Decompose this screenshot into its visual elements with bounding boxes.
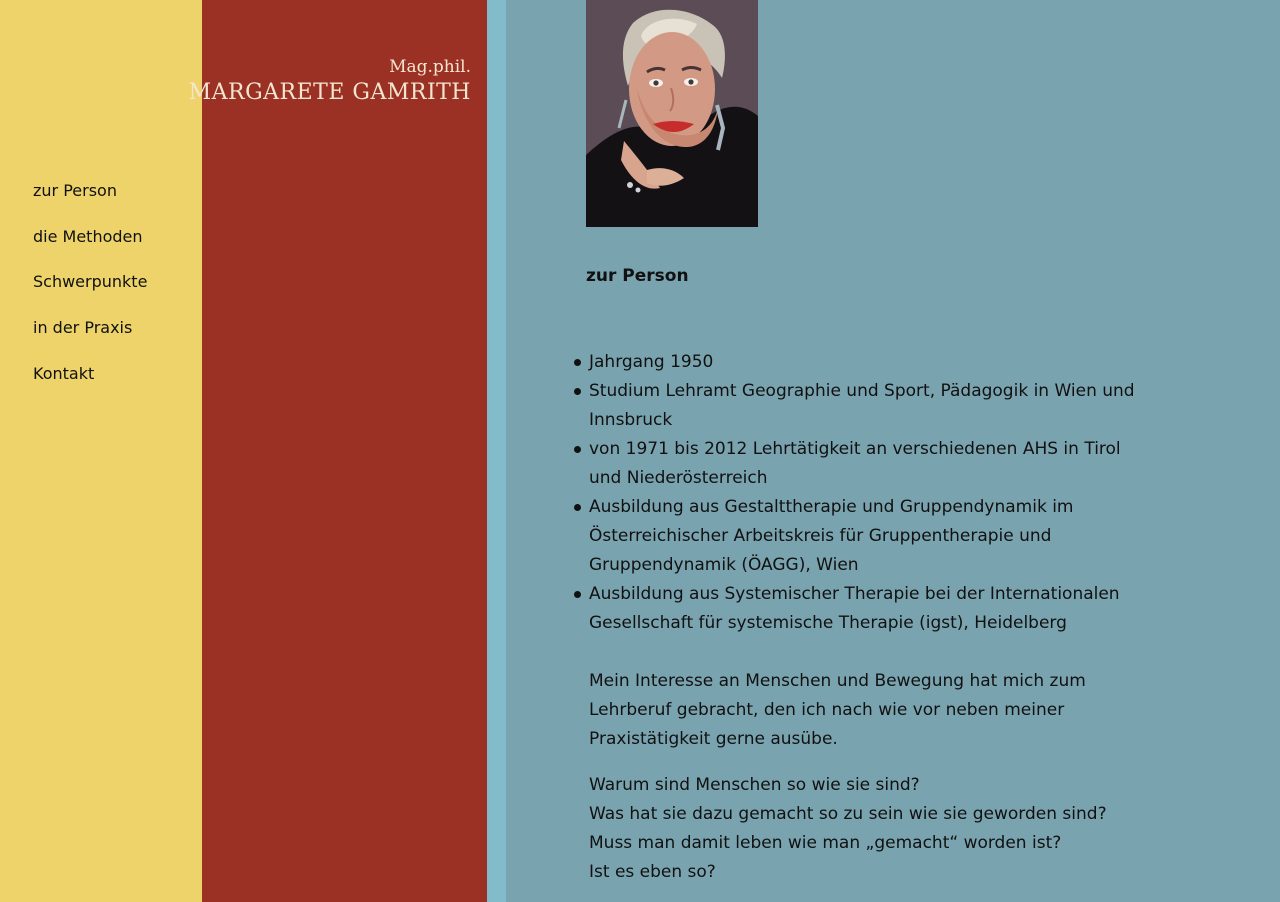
nav-link-in-der-praxis[interactable]: in der Praxis [33,318,133,338]
nav-link-kontakt[interactable]: Kontakt [33,363,95,383]
light-blue-divider [487,0,506,902]
biography-list-item: Jahrgang 1950 [589,348,1149,377]
section-title: zur Person [586,266,689,286]
nav-item-kontakt[interactable] [33,360,147,406]
main-navigation [33,177,147,405]
reflection-question: Ist es eben so? [589,862,716,882]
portrait-photo [586,0,758,227]
nav-link-schwerpunkte[interactable]: Schwerpunkte [33,272,148,292]
biography-list-item: Ausbildung aus Gestalttherapie und Gruppendynamik im Österreichischer Arbeitskreis für Gruppentherapie und Gruppendynamik (ÖAGG), Wien [589,493,1149,580]
nav-item-schwerpunkte[interactable] [33,268,147,314]
about-content [589,348,1149,887]
reflection-question: Warum sind Menschen so wie sie sind? [589,775,920,795]
biography-list-item: von 1971 bis 2012 Lehrtätigkeit an verschiedenen AHS in Tirol und Niederösterreich [589,435,1149,493]
reflection-question: Muss man damit leben wie man „gemacht“ worden ist? [589,833,1062,853]
biography-list [589,348,1149,638]
site-brand [189,56,471,108]
nav-item-zur-person[interactable] [33,177,147,223]
red-column [202,0,487,902]
academic-title: Mag.phil. [389,57,471,77]
nav-link-zur-person[interactable]: zur Person [33,181,117,200]
biography-list-item: Studium Lehramt Geographie und Sport, Pädagogik in Wien und Innsbruck [589,377,1149,435]
reflection-question: Was hat sie dazu gemacht so zu sein wie sie geworden sind? [589,804,1107,824]
nav-link-die-methoden[interactable]: die Methoden [33,226,143,246]
site-name: MARGARETE GAMRITH [188,80,471,105]
biography-list-item: Ausbildung aus Systemischer Therapie bei der Internationalen Gesellschaft für systemische Therapie (igst), Heidelberg [589,580,1149,638]
nav-item-die-methoden[interactable] [33,223,147,269]
interest-paragraph: Mein Interesse an Menschen und Bewegung hat mich zum Lehrberuf gebracht, den ich nach wie vor neben meiner Praxistätigkeit gerne ausübe. [589,671,1086,749]
left-yellow-column [0,0,202,902]
nav-item-in-der-praxis[interactable] [33,314,147,360]
